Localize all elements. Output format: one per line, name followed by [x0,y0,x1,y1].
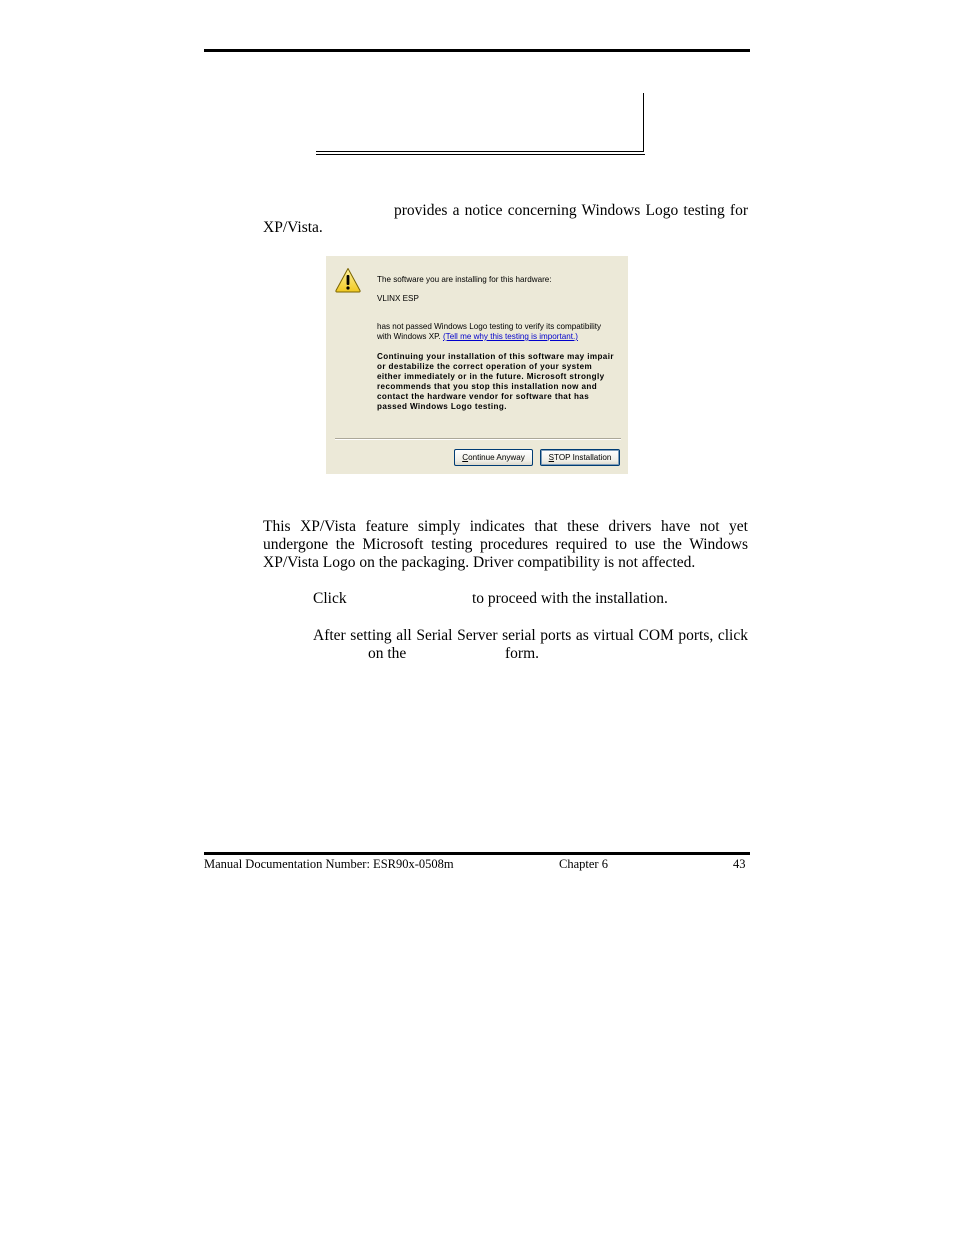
dialog-warning-line: recommends that you stop this installation now and [377,382,598,391]
warning-icon [335,267,361,293]
dialog-warning-line: or destabilize the correct operation of your system [377,362,593,371]
footer-chapter: Chapter 6 [559,857,608,871]
step-finish-on-the: on the [368,645,407,662]
bottom-rule [204,852,750,855]
warning-icon-graphic [335,267,361,293]
dialog-hardware-name: VLINX ESP [377,294,419,303]
explanation-line-3: XP/Vista Logo on the packaging. Driver compatibility is not affected. [263,554,696,571]
tell-me-why-link[interactable]: (Tell me why this testing is important.) [442,332,578,341]
dialog-warning-line: Continuing your installation of this software may impair [377,352,614,361]
continue-anyway-label: Continue Anyway [462,452,525,462]
explanation-line-2: undergone the Microsoft testing procedures required to use the Windows [263,536,748,553]
heading-box [316,93,644,152]
driver-warning-dialog [326,256,628,474]
dialog-intro-text: The software you are installing for this hardware: [377,275,552,284]
top-rule [204,49,750,52]
dialog-warning-line: contact the hardware vendor for software that has [377,392,590,401]
step-finish-form: form. [505,645,540,662]
dialog-warning-line: either immediately or in the future. Microsoft strongly [377,372,605,381]
step-click-text: Click [313,590,347,607]
dialog-logo-text-line-1: has not passed Windows Logo testing to verify its compatibility [377,322,602,331]
heading-box-underline [316,154,645,155]
dialog-warning-line: passed Windows Logo testing. [377,402,507,411]
footer-doc-number: Manual Documentation Number: ESR90x-0508m [204,857,454,871]
intro-line-2: XP/Vista. [263,219,323,236]
stop-installation-button[interactable] [540,449,620,466]
step-finish-line-1: After setting all Serial Server serial ports as virtual COM ports, click [313,627,748,644]
explanation-line-1: This XP/Vista feature simply indicates that these drivers have not yet [263,518,748,535]
stop-installation-label: STOP Installation [548,452,612,462]
intro-line-1: provides a notice concerning Windows Logo testing for [394,202,748,219]
dialog-separator [335,438,621,440]
step-proceed-text: to proceed with the installation. [472,590,668,607]
footer-page-number: 43 [733,857,746,871]
continue-anyway-button[interactable] [454,449,533,466]
dialog-logo-text-line-2 [377,332,578,342]
dialog-logo-text-line-2-label: with Windows XP. [377,332,441,341]
